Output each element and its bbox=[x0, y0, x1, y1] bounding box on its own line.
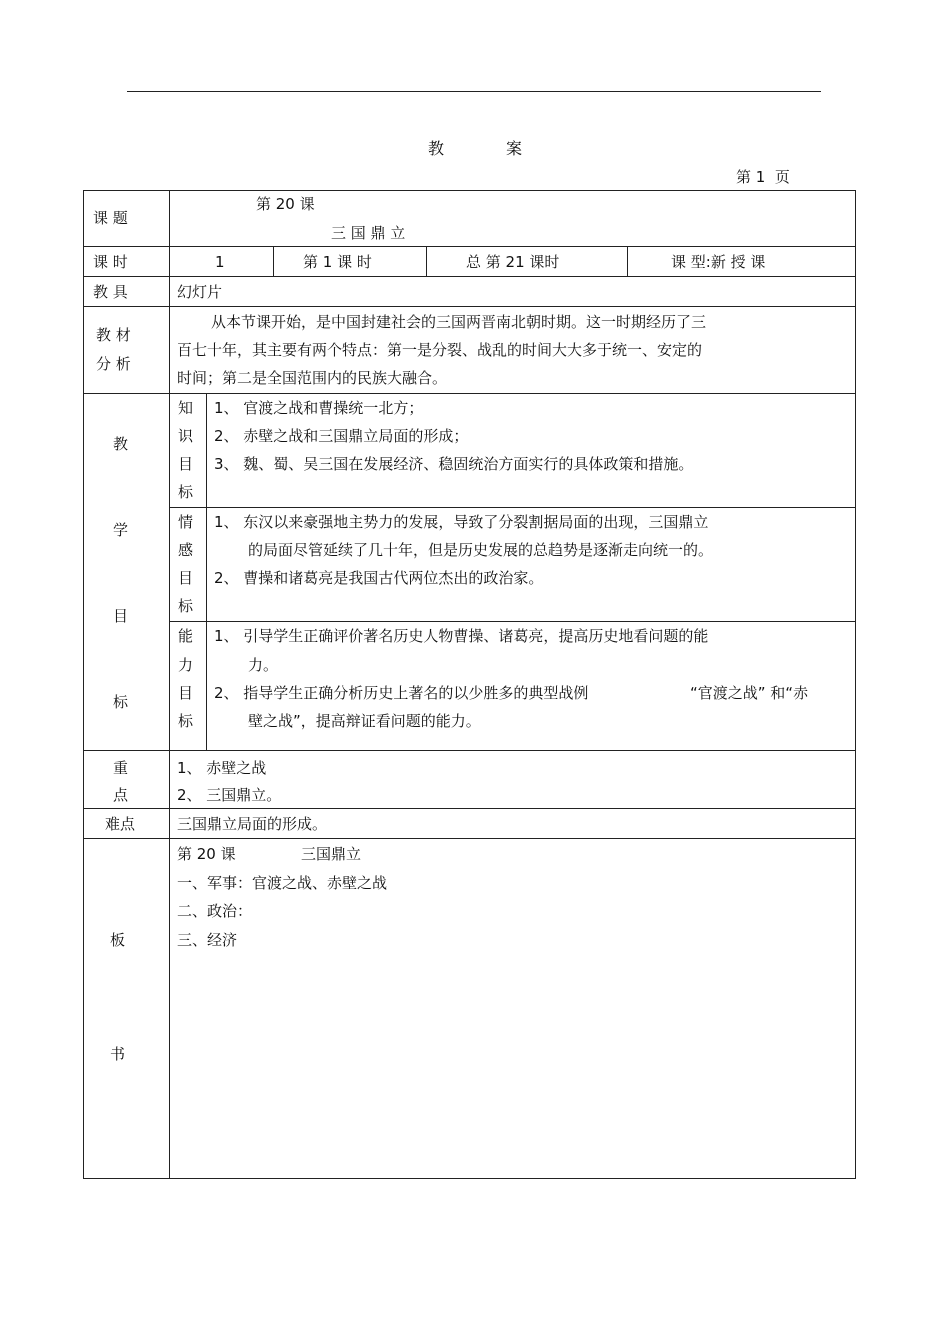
period-label: 课 时 bbox=[93, 253, 128, 271]
knowledge-item: 2、 赤壁之战和三国鼎立局面的形成； bbox=[214, 427, 469, 445]
emotion-label-char: 感 bbox=[178, 541, 194, 559]
ability-item: “官渡之战” 和“赤 bbox=[690, 684, 809, 702]
analysis-text-line: 百七十年，其主要有两个特点：第一是分裂、战乱的时间大大多于统一、安定的 bbox=[177, 341, 703, 359]
emotion-label-char: 情 bbox=[178, 513, 194, 531]
analysis-label-line: 教 材 bbox=[96, 326, 131, 344]
ability-label-char: 标 bbox=[178, 712, 194, 730]
knowledge-label-char: 识 bbox=[178, 427, 194, 445]
emotion-label-char: 目 bbox=[178, 569, 194, 587]
emotion-item: 1、 东汉以来豪强地主势力的发展，导致了分裂割据局面的出现，三国鼎立 bbox=[214, 513, 709, 531]
emotion-item: 2、 曹操和诸葛亮是我国古代两位杰出的政治家。 bbox=[214, 569, 544, 587]
board-heading-title: 三国鼎立 bbox=[301, 845, 362, 863]
keypoints-label-char: 重 bbox=[113, 759, 129, 777]
emotion-label-char: 标 bbox=[178, 597, 194, 615]
board-label-char: 书 bbox=[110, 1045, 126, 1063]
board-line: 三、经济 bbox=[177, 931, 238, 949]
lesson-number: 第 20 课 bbox=[256, 195, 315, 213]
objectives-label-char: 教 bbox=[113, 435, 129, 453]
emotion-item: 的局面尽管延续了几十年，但是历史发展的总趋势是逐渐走向统一的。 bbox=[248, 541, 714, 559]
ability-item: 力。 bbox=[248, 656, 279, 674]
header-rule bbox=[127, 91, 821, 92]
ability-item: 1、 引导学生正确评价著名历史人物曹操、诸葛亮，提高历史地看问题的能 bbox=[214, 627, 709, 645]
ability-label-char: 目 bbox=[178, 684, 194, 702]
knowledge-item: 1、 官渡之战和曹操统一北方； bbox=[214, 399, 424, 417]
lesson-name: 三 国 鼎 立 bbox=[331, 224, 406, 242]
board-line: 一、军事：官渡之战、赤壁之战 bbox=[177, 874, 388, 892]
analysis-text-line: 从本节课开始，是中国封建社会的三国两晋南北朝时期。这一时期经历了三 bbox=[211, 313, 707, 331]
difficulty-label: 难点 bbox=[105, 815, 136, 833]
period-value: 1 bbox=[215, 253, 225, 271]
keypoints-label-char: 点 bbox=[113, 786, 129, 804]
tools-label: 教 具 bbox=[93, 283, 128, 301]
knowledge-item: 3、 魏、蜀、吴三国在发展经济、稳固统治方面实行的具体政策和措施。 bbox=[214, 455, 694, 473]
knowledge-label-char: 目 bbox=[178, 455, 194, 473]
page-title: 教 案 bbox=[427, 139, 523, 158]
objectives-label-char: 学 bbox=[113, 521, 129, 539]
tools-value: 幻灯片 bbox=[177, 283, 223, 301]
lesson-type: 课 型:新 授 课 bbox=[671, 253, 766, 271]
period-total: 总 第 21 课时 bbox=[466, 253, 560, 271]
keypoint-item: 2、 三国鼎立。 bbox=[177, 786, 282, 804]
lesson-label: 课 题 bbox=[93, 209, 128, 227]
objectives-label-char: 目 bbox=[113, 607, 129, 625]
period-current: 第 1 课 时 bbox=[303, 253, 372, 271]
difficulty-value: 三国鼎立局面的形成。 bbox=[177, 815, 328, 833]
board-heading-number: 第 20 课 bbox=[177, 845, 236, 863]
page-number: 第 1 页 bbox=[736, 168, 790, 186]
ability-item: 2、 指导学生正确分析历史上著名的以少胜多的典型战例 bbox=[214, 684, 589, 702]
board-label-char: 板 bbox=[110, 931, 126, 949]
knowledge-label-char: 知 bbox=[178, 399, 194, 417]
ability-item: 壁之战”，提高辩证看问题的能力。 bbox=[248, 712, 481, 730]
objectives-label-char: 标 bbox=[113, 693, 129, 711]
analysis-text-line: 时间；第二是全国范围内的民族大融合。 bbox=[177, 369, 448, 387]
knowledge-label-char: 标 bbox=[178, 483, 194, 501]
analysis-label-line: 分 析 bbox=[96, 355, 131, 373]
board-line: 二、政治： bbox=[177, 902, 253, 920]
ability-label-char: 能 bbox=[178, 627, 194, 645]
keypoint-item: 1、 赤壁之战 bbox=[177, 759, 267, 777]
ability-label-char: 力 bbox=[178, 656, 194, 674]
